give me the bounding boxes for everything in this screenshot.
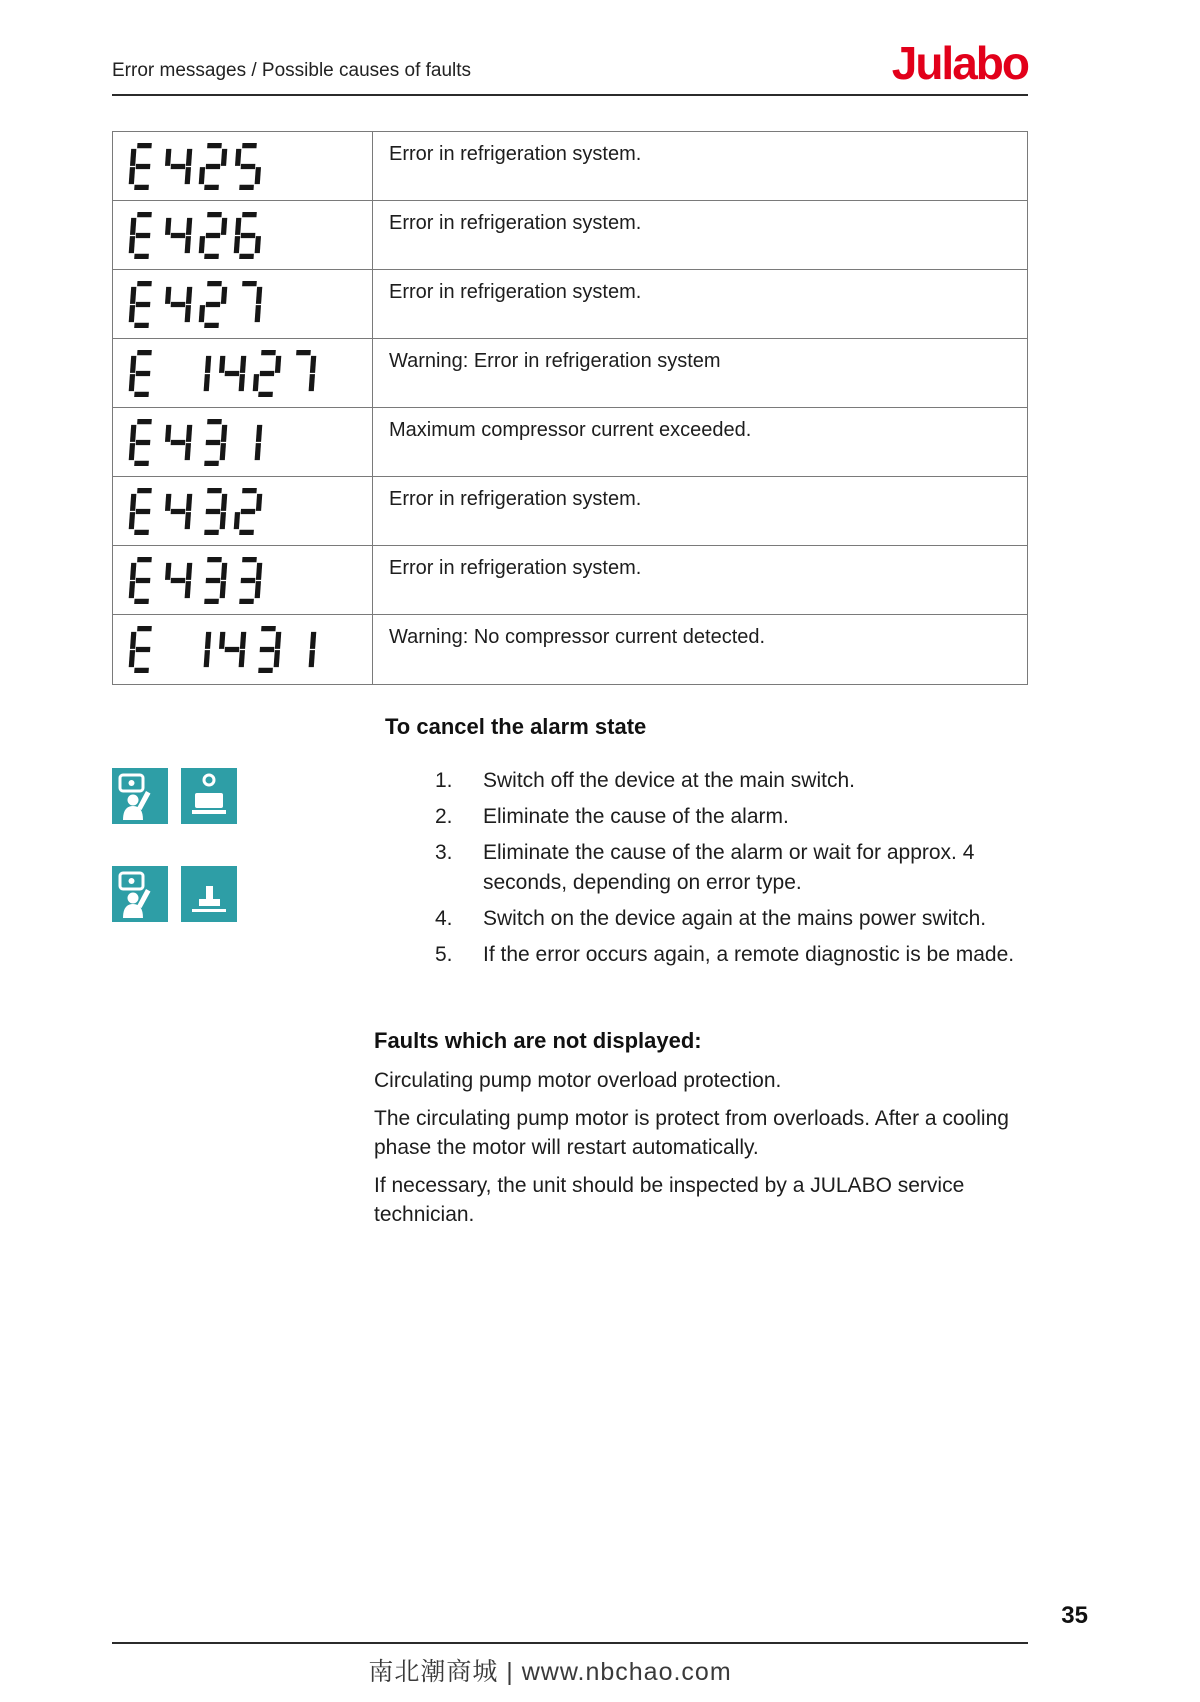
alarm-step xyxy=(435,802,1092,832)
alarm-icons-row-2 xyxy=(112,866,237,922)
alarm-steps xyxy=(435,766,1092,970)
step-text: If the error occurs again, a remote diagnostic is be made. xyxy=(483,943,1015,966)
faults-paragraph: Circulating pump motor overload protection. xyxy=(374,1069,782,1092)
error-description: Maximum compressor current exceeded. xyxy=(389,419,752,441)
footer-text: 南北潮商城 | www.nbchao.com xyxy=(368,1658,732,1686)
alarm-step xyxy=(435,940,1092,970)
step-text: Eliminate the cause of the alarm. xyxy=(483,805,789,828)
alarm-section xyxy=(112,714,1092,976)
alarm-step xyxy=(435,838,1092,898)
error-description: Warning: No compressor current detected. xyxy=(389,626,766,648)
error-description: Error in refrigeration system. xyxy=(389,488,642,510)
step-text: Switch on the device again at the mains power switch. xyxy=(483,907,987,930)
error-code-display xyxy=(113,477,373,545)
alarm-step xyxy=(435,766,1092,796)
error-code-display xyxy=(113,201,373,269)
error-code-display xyxy=(113,615,373,684)
header-title: Error messages / Possible causes of faults xyxy=(112,60,472,81)
step-text: Switch off the device at the main switch. xyxy=(483,769,855,792)
error-code-display xyxy=(113,546,373,614)
error-code-display xyxy=(113,132,373,200)
error-description: Warning: Error in refrigeration system xyxy=(389,350,721,372)
press-main-switch-icon xyxy=(112,866,168,922)
step-number: 5. xyxy=(435,943,453,966)
step-number: 1. xyxy=(435,769,453,792)
faults-paragraph: If necessary, the unit should be inspected by a JULABO service technician. xyxy=(374,1174,965,1226)
error-table xyxy=(112,131,1028,685)
table-row xyxy=(113,546,1027,615)
table-row xyxy=(113,408,1027,477)
table-row xyxy=(113,132,1027,201)
step-text: Eliminate the cause of the alarm or wait for approx. 4 seconds, depending on error type. xyxy=(483,841,975,894)
error-description: Error in refrigeration system. xyxy=(389,557,642,579)
error-code-display xyxy=(113,408,373,476)
faults-paragraph: The circulating pump motor is protect from overloads. After a cooling phase the motor will restart automatically. xyxy=(374,1107,1009,1159)
page-header xyxy=(112,36,1028,96)
alarm-step xyxy=(435,904,1092,934)
faults-paragraphs xyxy=(374,1066,1029,1229)
alarm-icons-row-1 xyxy=(112,768,237,824)
faults-section xyxy=(112,1028,1092,1238)
table-row xyxy=(113,477,1027,546)
table-row xyxy=(113,615,1027,684)
press-main-switch-icon xyxy=(112,768,168,824)
table-row xyxy=(113,339,1027,408)
step-number: 2. xyxy=(435,805,453,828)
error-description: Error in refrigeration system. xyxy=(389,281,642,303)
main-switch-on-icon xyxy=(181,866,237,922)
footer-divider xyxy=(112,1642,1028,1644)
step-number: 4. xyxy=(435,907,453,930)
error-code-display xyxy=(113,339,373,407)
step-number: 3. xyxy=(435,841,453,864)
table-row xyxy=(113,201,1027,270)
page-number: 35 xyxy=(1061,1602,1088,1629)
alarm-section-title: To cancel the alarm state xyxy=(385,714,647,739)
julabo-logo: Julabo xyxy=(891,37,1028,90)
error-code-display xyxy=(113,270,373,338)
error-description: Error in refrigeration system. xyxy=(389,212,642,234)
main-switch-off-icon xyxy=(181,768,237,824)
faults-section-title: Faults which are not displayed: xyxy=(374,1028,702,1053)
error-description: Error in refrigeration system. xyxy=(389,143,642,165)
table-row xyxy=(113,270,1027,339)
